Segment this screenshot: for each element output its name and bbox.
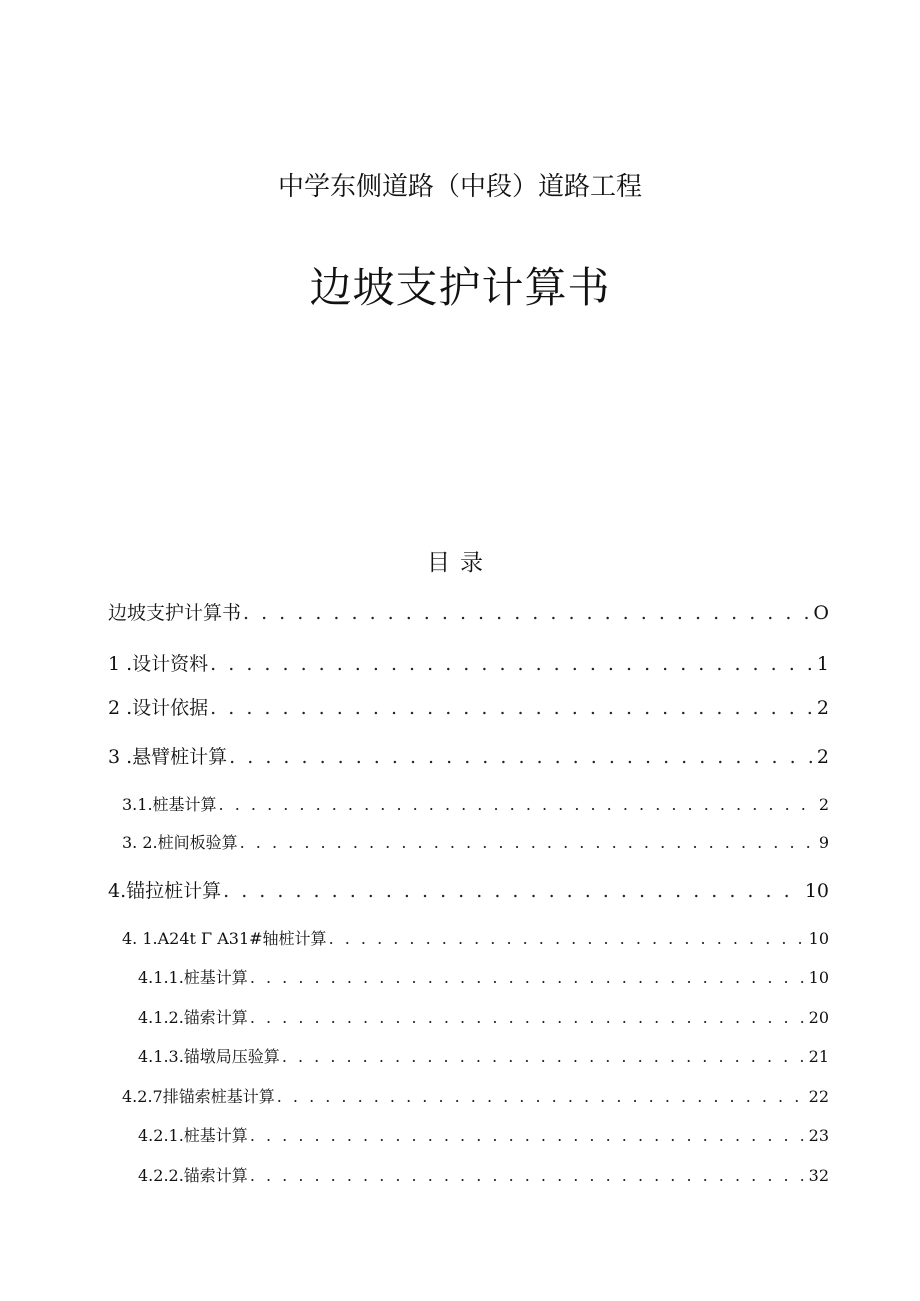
toc-dot-leader [210,697,815,719]
toc-dot-leader [277,1087,807,1106]
toc-entry-page: 20 [808,1008,829,1027]
toc-entry-page: 2 [816,746,829,768]
toc-entry-page: 2 [816,697,829,719]
toc-entry-page: 21 [808,1047,829,1066]
toc-dot-leader [219,795,817,814]
toc-entry-page: 9 [818,833,829,852]
toc-entry-page: 23 [808,1126,829,1145]
toc-entry[interactable] [108,876,829,903]
toc-entry[interactable] [138,1005,829,1028]
toc-entry[interactable] [122,830,829,853]
toc-entry-label: 4.2.1.桩基计算 [138,1126,248,1145]
toc-entry-page: 10 [808,929,829,948]
toc-dot-leader [243,602,811,624]
toc-heading: 目录 [427,550,493,576]
toc-dot-leader [250,1166,807,1185]
toc-entry[interactable] [122,926,829,949]
toc-entry-label: 4.锚拉桩计算 [108,880,222,902]
toc-entry-label: 1 .设计资料 [108,653,209,675]
toc-entry-page: 10 [804,880,829,902]
project-title: 中学东侧道路（中段）道路工程 [277,172,642,202]
toc-dot-leader [210,653,815,675]
toc-entry[interactable] [108,693,829,720]
toc-dot-leader [250,968,807,987]
toc-dot-leader [250,1126,807,1145]
toc-entry-page: 32 [808,1166,829,1185]
toc-entry-label: 3 .悬臂桩计算 [108,746,228,768]
toc-entry-label: 4.1.2.锚索计算 [138,1008,248,1027]
toc-entry-page: 1 [816,653,829,675]
toc-entry-label: 4. 1.A24t Γ A31#轴桩计算 [122,929,327,948]
toc-entry-label: 2 .设计依据 [108,697,209,719]
toc-dot-leader [282,1047,807,1066]
toc-entry-label: 边坡支护计算书 [108,602,242,624]
toc-entry[interactable] [108,742,829,769]
toc-entry-page: 22 [808,1087,829,1106]
document-title: 边坡支护计算书 [309,263,611,312]
toc-entry[interactable] [108,649,829,676]
toc-entry-page: O [813,602,829,624]
toc-entry[interactable] [122,1084,829,1107]
toc-dot-leader [329,929,807,948]
toc-entry-page: 10 [808,968,829,987]
toc-entry-label: 4.2.2.锚索计算 [138,1166,248,1185]
toc-entry[interactable] [138,1163,829,1186]
toc-entry-page: 2 [818,795,829,814]
toc-entry[interactable] [108,598,829,625]
toc-entry-label: 3.1.桩基计算 [122,795,217,814]
toc-dot-leader [223,880,803,902]
toc-entry-label: 4.1.3.锚墩局压验算 [138,1047,280,1066]
toc-entry[interactable] [138,1123,829,1146]
toc-entry[interactable] [138,1044,829,1067]
toc-dot-leader [240,833,817,852]
toc-entry-label: 3. 2.桩间板验算 [122,833,238,852]
toc-entry-label: 4.2.7排锚索桩基计算 [122,1087,275,1106]
toc-entry[interactable] [138,965,829,988]
toc-entry[interactable] [122,792,829,815]
toc-dot-leader [229,746,815,768]
toc-entry-label: 4.1.1.桩基计算 [138,968,248,987]
toc-dot-leader [250,1008,807,1027]
